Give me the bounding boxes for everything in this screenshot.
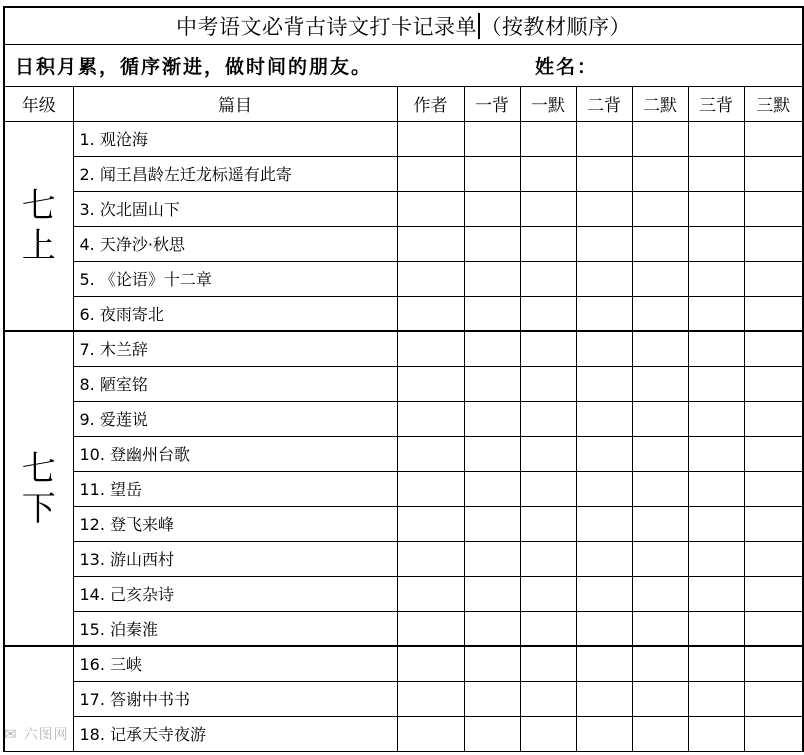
- author-cell[interactable]: [397, 646, 464, 681]
- dictate-1-cell[interactable]: [520, 331, 576, 366]
- dictate-3-cell[interactable]: [744, 121, 802, 156]
- author-cell[interactable]: [397, 541, 464, 576]
- recite-2-cell[interactable]: [576, 121, 632, 156]
- recite-1-cell[interactable]: [464, 541, 520, 576]
- title-sub: （按教材顺序）: [480, 15, 631, 39]
- poem-title: 8. 陋室铭: [73, 366, 397, 401]
- recite-2-cell[interactable]: [576, 541, 632, 576]
- recite-3-cell[interactable]: [688, 576, 744, 611]
- recite-2-cell[interactable]: [576, 191, 632, 226]
- dictate-2-cell[interactable]: [632, 681, 688, 716]
- table-row: [5, 121, 802, 156]
- dictate-2-cell[interactable]: [632, 506, 688, 541]
- dictate-2-cell[interactable]: [632, 611, 688, 646]
- header-title: 篇目: [73, 87, 397, 121]
- dictate-1-cell[interactable]: [520, 226, 576, 261]
- dictate-2-cell[interactable]: [632, 366, 688, 401]
- poem-title: 12. 登飞来峰: [73, 506, 397, 541]
- recite-1-cell[interactable]: [464, 331, 520, 366]
- recite-1-cell[interactable]: [464, 226, 520, 261]
- dictate-1-cell[interactable]: [520, 681, 576, 716]
- poem-title: 16. 三峡: [73, 646, 397, 681]
- dictate-1-cell[interactable]: [520, 121, 576, 156]
- recite-1-cell[interactable]: [464, 611, 520, 646]
- grade-cell: [5, 121, 73, 331]
- author-cell[interactable]: [397, 611, 464, 646]
- header-grade: 年级: [5, 87, 73, 121]
- recite-3-cell[interactable]: [688, 226, 744, 261]
- recite-2-cell[interactable]: [576, 156, 632, 191]
- record-sheet: [3, 6, 804, 752]
- dictate-3-cell[interactable]: [744, 226, 802, 261]
- recite-1-cell[interactable]: [464, 681, 520, 716]
- recite-1-cell[interactable]: [464, 366, 520, 401]
- author-cell[interactable]: [397, 366, 464, 401]
- poem-title: 1. 观沧海: [73, 121, 397, 156]
- recite-1-cell[interactable]: [464, 576, 520, 611]
- dictate-3-cell[interactable]: [744, 471, 802, 506]
- grade-char: 七: [21, 185, 56, 226]
- table-row: [5, 261, 802, 296]
- header-dictate-2: 二默: [632, 87, 688, 121]
- dictate-2-cell[interactable]: [632, 471, 688, 506]
- recite-1-cell[interactable]: [464, 646, 520, 681]
- recite-3-cell[interactable]: [688, 296, 744, 331]
- recite-1-cell[interactable]: [464, 436, 520, 471]
- recite-3-cell[interactable]: [688, 156, 744, 191]
- header-dictate-1: 一默: [520, 87, 576, 121]
- recite-3-cell[interactable]: [688, 121, 744, 156]
- dictate-3-cell[interactable]: [744, 506, 802, 541]
- poem-title: 15. 泊秦淮: [73, 611, 397, 646]
- recite-2-cell[interactable]: [576, 471, 632, 506]
- recite-2-cell[interactable]: [576, 401, 632, 436]
- dictate-1-cell[interactable]: [520, 471, 576, 506]
- header-author: 作者: [397, 87, 464, 121]
- dictate-3-cell[interactable]: [744, 261, 802, 296]
- dictate-3-cell[interactable]: [744, 156, 802, 191]
- table-row: [5, 436, 802, 471]
- dictate-3-cell[interactable]: [744, 366, 802, 401]
- recite-1-cell[interactable]: [464, 296, 520, 331]
- recite-2-cell[interactable]: [576, 296, 632, 331]
- dictate-2-cell[interactable]: [632, 646, 688, 681]
- dictate-2-cell[interactable]: [632, 331, 688, 366]
- recite-2-cell[interactable]: [576, 611, 632, 646]
- table-row: [5, 541, 802, 576]
- dictate-1-cell[interactable]: [520, 156, 576, 191]
- author-cell[interactable]: [397, 506, 464, 541]
- dictate-2-cell[interactable]: [632, 541, 688, 576]
- recite-3-cell[interactable]: [688, 401, 744, 436]
- grade-cell: [5, 331, 73, 646]
- motto-text: 日积月累，循序渐进，做时间的朋友。: [15, 56, 373, 78]
- author-cell[interactable]: [397, 576, 464, 611]
- recite-3-cell[interactable]: [688, 191, 744, 226]
- table-row: [5, 471, 802, 506]
- recite-1-cell[interactable]: [464, 261, 520, 296]
- header-recite-3: 三背: [688, 87, 744, 121]
- dictate-1-cell[interactable]: [520, 401, 576, 436]
- recite-1-cell[interactable]: [464, 401, 520, 436]
- poem-title: 13. 游山西村: [73, 541, 397, 576]
- recite-2-cell[interactable]: [576, 261, 632, 296]
- author-cell[interactable]: [397, 296, 464, 331]
- dictate-2-cell[interactable]: [632, 436, 688, 471]
- grade-char: 上: [21, 225, 56, 266]
- dictate-2-cell[interactable]: [632, 261, 688, 296]
- dictate-3-cell[interactable]: [744, 646, 802, 681]
- recite-1-cell[interactable]: [464, 191, 520, 226]
- header-recite-2: 二背: [576, 87, 632, 121]
- recite-2-cell[interactable]: [576, 331, 632, 366]
- table-row: [5, 296, 802, 331]
- recite-3-cell[interactable]: [688, 261, 744, 296]
- recite-1-cell[interactable]: [464, 156, 520, 191]
- dictate-2-cell[interactable]: [632, 191, 688, 226]
- dictate-1-cell[interactable]: [520, 576, 576, 611]
- author-cell[interactable]: [397, 471, 464, 506]
- table-row: [5, 576, 802, 611]
- dictate-2-cell[interactable]: [632, 121, 688, 156]
- table-row: [5, 716, 802, 751]
- recite-2-cell[interactable]: [576, 646, 632, 681]
- checkin-table: [5, 87, 802, 752]
- recite-2-cell[interactable]: [576, 681, 632, 716]
- poem-title: 14. 己亥杂诗: [73, 576, 397, 611]
- dictate-1-cell[interactable]: [520, 611, 576, 646]
- poem-title: 18. 记承天寺夜游: [73, 716, 397, 751]
- recite-3-cell[interactable]: [688, 611, 744, 646]
- watermark-logo-icon: ✉: [4, 725, 18, 743]
- dictate-3-cell[interactable]: [744, 576, 802, 611]
- dictate-1-cell[interactable]: [520, 296, 576, 331]
- dictate-1-cell[interactable]: [520, 506, 576, 541]
- poem-title: 5. 《论语》十二章: [73, 261, 397, 296]
- recite-3-cell[interactable]: [688, 681, 744, 716]
- author-cell[interactable]: [397, 226, 464, 261]
- dictate-1-cell[interactable]: [520, 541, 576, 576]
- dictate-3-cell[interactable]: [744, 681, 802, 716]
- watermark-text: 六图网: [23, 727, 69, 743]
- dictate-2-cell[interactable]: [632, 576, 688, 611]
- motto-row: [5, 45, 802, 87]
- dictate-1-cell[interactable]: [520, 366, 576, 401]
- recite-3-cell[interactable]: [688, 331, 744, 366]
- name-label: 姓名：: [535, 56, 599, 78]
- table-row: [5, 506, 802, 541]
- dictate-3-cell[interactable]: [744, 716, 802, 751]
- recite-2-cell[interactable]: [576, 436, 632, 471]
- table-row: [5, 611, 802, 646]
- header-dictate-3: 三默: [744, 87, 802, 121]
- poem-title: 11. 望岳: [73, 471, 397, 506]
- table-row: [5, 331, 802, 366]
- recite-2-cell[interactable]: [576, 366, 632, 401]
- recite-3-cell[interactable]: [688, 716, 744, 751]
- recite-2-cell[interactable]: [576, 506, 632, 541]
- title-main: 中考语文必背古诗文打卡记录单: [176, 15, 477, 39]
- grade-char: 七: [21, 448, 56, 489]
- poem-title: 3. 次北固山下: [73, 191, 397, 226]
- text-cursor: [478, 13, 480, 39]
- recite-2-cell[interactable]: [576, 716, 632, 751]
- dictate-2-cell[interactable]: [632, 401, 688, 436]
- dictate-1-cell[interactable]: [520, 261, 576, 296]
- dictate-3-cell[interactable]: [744, 191, 802, 226]
- poem-title: 17. 答谢中书书: [73, 681, 397, 716]
- dictate-3-cell[interactable]: [744, 331, 802, 366]
- table-body: [5, 121, 802, 751]
- recite-2-cell[interactable]: [576, 576, 632, 611]
- dictate-2-cell[interactable]: [632, 156, 688, 191]
- recite-3-cell[interactable]: [688, 541, 744, 576]
- author-cell[interactable]: [397, 261, 464, 296]
- watermark: [4, 724, 69, 744]
- header-recite-1: 一背: [464, 87, 520, 121]
- recite-1-cell[interactable]: [464, 121, 520, 156]
- dictate-3-cell[interactable]: [744, 296, 802, 331]
- poem-title: 2. 闻王昌龄左迁龙标遥有此寄: [73, 156, 397, 191]
- author-cell[interactable]: [397, 331, 464, 366]
- author-cell[interactable]: [397, 436, 464, 471]
- author-cell[interactable]: [397, 681, 464, 716]
- recite-1-cell[interactable]: [464, 471, 520, 506]
- author-cell[interactable]: [397, 121, 464, 156]
- poem-title: 7. 木兰辞: [73, 331, 397, 366]
- dictate-3-cell[interactable]: [744, 611, 802, 646]
- dictate-1-cell[interactable]: [520, 191, 576, 226]
- author-cell[interactable]: [397, 716, 464, 751]
- dictate-1-cell[interactable]: [520, 716, 576, 751]
- table-row: [5, 646, 802, 681]
- poem-title: 9. 爱莲说: [73, 401, 397, 436]
- dictate-1-cell[interactable]: [520, 646, 576, 681]
- table-row: [5, 226, 802, 261]
- recite-3-cell[interactable]: [688, 366, 744, 401]
- grade-char: 下: [21, 488, 56, 529]
- poem-title: 10. 登幽州台歌: [73, 436, 397, 471]
- table-row: [5, 156, 802, 191]
- dictate-2-cell[interactable]: [632, 716, 688, 751]
- recite-2-cell[interactable]: [576, 226, 632, 261]
- table-row: [5, 366, 802, 401]
- dictate-2-cell[interactable]: [632, 226, 688, 261]
- recite-1-cell[interactable]: [464, 716, 520, 751]
- poem-title: 4. 天净沙·秋思: [73, 226, 397, 261]
- dictate-3-cell[interactable]: [744, 541, 802, 576]
- dictate-3-cell[interactable]: [744, 401, 802, 436]
- table-row: [5, 681, 802, 716]
- poem-title: 6. 夜雨寄北: [73, 296, 397, 331]
- author-cell[interactable]: [397, 401, 464, 436]
- dictate-3-cell[interactable]: [744, 436, 802, 471]
- recite-1-cell[interactable]: [464, 506, 520, 541]
- recite-3-cell[interactable]: [688, 506, 744, 541]
- recite-3-cell[interactable]: [688, 436, 744, 471]
- sheet-title: [5, 8, 802, 45]
- author-cell[interactable]: [397, 191, 464, 226]
- table-row: [5, 401, 802, 436]
- recite-3-cell[interactable]: [688, 471, 744, 506]
- table-row: [5, 191, 802, 226]
- header-row: [5, 87, 802, 121]
- dictate-1-cell[interactable]: [520, 436, 576, 471]
- dictate-2-cell[interactable]: [632, 296, 688, 331]
- author-cell[interactable]: [397, 156, 464, 191]
- recite-3-cell[interactable]: [688, 646, 744, 681]
